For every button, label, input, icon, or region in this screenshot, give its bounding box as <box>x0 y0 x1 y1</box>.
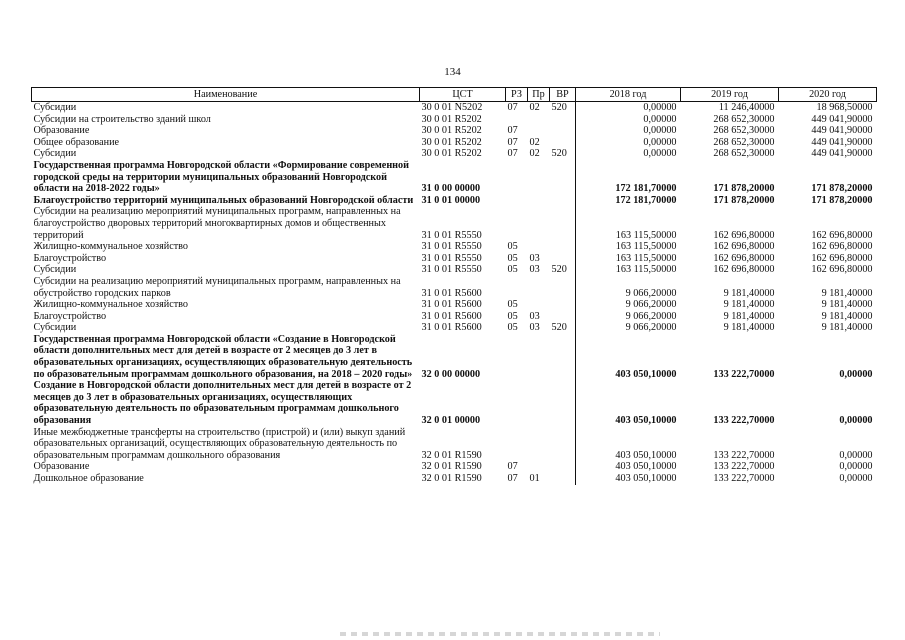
table-row <box>32 322 877 334</box>
vr-cell <box>550 114 576 126</box>
name-cell: Жилищно-коммунальное хозяйство <box>33 241 189 253</box>
pr-cell <box>528 160 550 195</box>
name-cell: Образование <box>33 125 90 137</box>
vr-cell <box>550 427 576 462</box>
pr-cell <box>528 334 550 380</box>
pr-cell <box>528 125 550 137</box>
header-2018: 2018 год <box>576 88 681 102</box>
amount-2019-cell: 133 222,70000 <box>713 449 775 461</box>
table-row <box>32 461 877 473</box>
pr-cell: 01 <box>529 473 540 484</box>
name-cell: Субсидии на реализацию мероприятий муниципальных программ, направленных на обустройство городских парков <box>33 275 401 299</box>
amount-2020-cell: 162 696,80000 <box>811 229 873 241</box>
header-name: Наименование <box>32 88 420 102</box>
vr-cell <box>550 125 576 137</box>
amount-2020-cell: 9 181,40000 <box>821 299 873 311</box>
amount-2018-cell: 9 066,20000 <box>576 299 681 311</box>
amount-2018-cell: 163 115,50000 <box>576 206 681 241</box>
cst-cell: 32 0 00 00000 <box>421 368 481 380</box>
table-row <box>32 160 877 195</box>
name-cell: Субсидии <box>33 264 77 276</box>
amount-2020-cell: 0,00000 <box>839 473 873 484</box>
amount-2018-cell: 0,00000 <box>576 148 681 160</box>
rz-cell <box>506 427 528 462</box>
cst-cell: 32 0 01 00000 <box>421 415 481 427</box>
cst-cell: 31 0 01 R5550 <box>421 252 482 264</box>
vr-cell <box>550 276 576 299</box>
vr-cell <box>550 473 576 485</box>
table-row <box>32 137 877 149</box>
table-body <box>32 102 877 485</box>
table-row <box>32 276 877 299</box>
table-row <box>32 427 877 462</box>
table-row <box>32 125 877 137</box>
amount-2018-cell: 9 066,20000 <box>576 322 681 334</box>
cst-cell: 30 0 01 R5202 <box>421 113 482 125</box>
rz-cell: 07 <box>507 461 518 473</box>
table-row <box>32 241 877 253</box>
rz-cell <box>506 334 528 380</box>
amount-2018-cell: 403 050,10000 <box>576 461 681 473</box>
rz-cell <box>506 206 528 241</box>
table-row <box>32 148 877 160</box>
amount-2019-cell: 11 246,40000 <box>718 102 775 113</box>
rz-cell: 07 <box>507 102 518 113</box>
amount-2019-cell: 268 652,30000 <box>713 136 775 148</box>
name-cell: Благоустройство территорий муниципальных образований Новгородской области <box>33 194 414 206</box>
name-cell: Субсидии <box>33 148 77 160</box>
rz-cell: 07 <box>507 148 518 160</box>
cst-cell: 30 0 01 N5202 <box>421 102 483 113</box>
vr-cell <box>550 311 576 323</box>
amount-2019-cell: 162 696,80000 <box>713 229 775 241</box>
vr-cell <box>550 380 576 426</box>
rz-cell: 05 <box>507 264 518 276</box>
amount-2020-cell: 449 041,90000 <box>811 136 873 148</box>
cst-cell: 30 0 01 R5202 <box>421 136 482 148</box>
name-cell: Субсидии на реализацию мероприятий муниципальных программ, направленных на благоустройство дворовых территорий многоквартирных домов и общественных территорий <box>33 206 401 241</box>
amount-2019-cell: 133 222,70000 <box>713 473 775 484</box>
table-row <box>32 264 877 276</box>
table-row <box>32 114 877 126</box>
cst-cell: 32 0 01 R1590 <box>421 461 482 473</box>
amount-2020-cell: 9 181,40000 <box>821 310 873 322</box>
table-row <box>32 102 877 114</box>
amount-2019-cell: 162 696,80000 <box>713 241 775 253</box>
amount-2018-cell: 9 066,20000 <box>576 311 681 323</box>
cst-cell: 31 0 01 R5600 <box>421 287 482 299</box>
vr-cell <box>550 299 576 311</box>
name-cell: Иные межбюджетные трансферты на строительство (пристрой) и (или) выкуп зданий образовательных организаций, осуществляющих образовательную деятельность по образовательным программам дошкольного образования <box>33 426 406 461</box>
pr-cell <box>528 206 550 241</box>
cst-cell: 30 0 01 R5202 <box>421 125 482 137</box>
name-cell: Субсидии <box>33 102 77 113</box>
pr-cell <box>528 427 550 462</box>
amount-2018-cell: 0,00000 <box>576 114 681 126</box>
amount-2019-cell: 9 181,40000 <box>723 310 775 322</box>
vr-cell <box>550 241 576 253</box>
rz-cell: 07 <box>507 136 518 148</box>
vr-cell: 520 <box>551 148 567 160</box>
cst-cell: 31 0 01 R5600 <box>421 310 482 322</box>
vr-cell: 520 <box>551 264 567 276</box>
amount-2019-cell: 133 222,70000 <box>713 461 775 473</box>
pr-cell <box>528 380 550 426</box>
name-cell: Жилищно-коммунальное хозяйство <box>33 299 189 311</box>
amount-2020-cell: 0,00000 <box>839 449 873 461</box>
scan-artifact-marks <box>340 632 660 636</box>
vr-cell <box>550 137 576 149</box>
amount-2020-cell: 171 878,20000 <box>811 183 873 195</box>
header-pr: Пр <box>528 88 550 102</box>
pr-cell <box>528 276 550 299</box>
table-row <box>32 206 877 241</box>
vr-cell: 520 <box>551 322 567 334</box>
amount-2020-cell: 9 181,40000 <box>821 322 873 334</box>
amount-2020-cell: 0,00000 <box>839 415 873 427</box>
amount-2020-cell: 162 696,80000 <box>811 252 873 264</box>
pr-cell <box>528 241 550 253</box>
name-cell: Государственная программа Новгородской области «Создание в Новгородской области дополнительных мест для детей в возрасте от 2 месяцев до 3 лет в образовательных организациях, осуществляющих образовательную деятельность по образовательным программам дошкольного образования, на 2018 – 2020 годы» <box>33 333 413 380</box>
name-cell: Государственная программа Новгородской области «Формирование современной городской среды на территории муниципальных образований Новгородской области на 2018-2022 годы» <box>33 159 410 195</box>
amount-2018-cell: 163 115,50000 <box>576 253 681 265</box>
rz-cell <box>506 380 528 426</box>
header-rz: РЗ <box>506 88 528 102</box>
amount-2018-cell: 163 115,50000 <box>576 264 681 276</box>
cst-cell: 31 0 01 R5600 <box>421 322 482 334</box>
cst-cell: 31 0 00 00000 <box>421 183 481 195</box>
amount-2018-cell: 403 050,10000 <box>576 380 681 426</box>
vr-cell <box>550 253 576 265</box>
pr-cell: 03 <box>529 264 540 276</box>
name-cell: Общее образование <box>33 136 120 148</box>
pr-cell: 02 <box>529 148 540 160</box>
rz-cell <box>506 276 528 299</box>
amount-2020-cell: 18 968,50000 <box>816 102 873 113</box>
vr-cell <box>550 160 576 195</box>
pr-cell: 03 <box>529 310 540 322</box>
amount-2019-cell: 162 696,80000 <box>713 264 775 276</box>
amount-2018-cell: 403 050,10000 <box>576 427 681 462</box>
amount-2019-cell: 9 181,40000 <box>723 299 775 311</box>
name-cell: Дошкольное образование <box>33 473 144 484</box>
vr-cell <box>550 334 576 380</box>
rz-cell: 07 <box>507 125 518 137</box>
rz-cell: 05 <box>507 241 518 253</box>
table-row <box>32 380 877 426</box>
name-cell: Субсидии на строительство зданий школ <box>33 113 211 125</box>
name-cell: Образование <box>33 461 90 473</box>
rz-cell: 05 <box>507 252 518 264</box>
table-row <box>32 334 877 380</box>
amount-2019-cell: 133 222,70000 <box>713 415 775 427</box>
header-vr: ВР <box>550 88 576 102</box>
rz-cell: 05 <box>507 322 518 334</box>
table-row <box>32 253 877 265</box>
pr-cell: 03 <box>529 252 540 264</box>
name-cell: Благоустройство <box>33 310 107 322</box>
rz-cell <box>506 160 528 195</box>
page-number: 134 <box>444 66 461 78</box>
amount-2018-cell: 0,00000 <box>576 137 681 149</box>
amount-2019-cell: 268 652,30000 <box>713 125 775 137</box>
amount-2020-cell: 449 041,90000 <box>811 113 873 125</box>
rz-cell: 05 <box>507 299 518 311</box>
amount-2020-cell: 0,00000 <box>839 368 873 380</box>
amount-2019-cell: 171 878,20000 <box>713 194 775 206</box>
cst-cell: 31 0 01 R5550 <box>421 229 482 241</box>
cst-cell: 32 0 01 R1590 <box>421 449 482 461</box>
vr-cell: 520 <box>551 102 567 113</box>
amount-2018-cell: 163 115,50000 <box>576 241 681 253</box>
rz-cell <box>506 195 528 207</box>
pr-cell <box>528 195 550 207</box>
name-cell: Создание в Новгородской области дополнительных мест для детей в возрасте от 2 месяцев до 3 лет в образовательных организациях, осуществляющих образовательную деятельность по образовательным программам дошкольного образования <box>33 380 412 427</box>
amount-2019-cell: 162 696,80000 <box>713 252 775 264</box>
pr-cell <box>528 299 550 311</box>
amount-2020-cell: 9 181,40000 <box>821 287 873 299</box>
cst-cell: 31 0 01 R5550 <box>421 264 482 276</box>
pr-cell: 03 <box>529 322 540 334</box>
header-cst: ЦСТ <box>420 88 506 102</box>
amount-2018-cell: 172 181,70000 <box>576 195 681 207</box>
rz-cell: 07 <box>507 473 518 484</box>
pr-cell: 02 <box>529 136 540 148</box>
amount-2019-cell: 9 181,40000 <box>723 287 775 299</box>
amount-2018-cell: 172 181,70000 <box>576 160 681 195</box>
cst-cell: 31 0 01 R5550 <box>421 241 482 253</box>
header-2020: 2020 год <box>779 88 877 102</box>
amount-2019-cell: 133 222,70000 <box>713 368 775 380</box>
name-cell: Благоустройство <box>33 252 107 264</box>
header-2019: 2019 год <box>681 88 779 102</box>
rz-cell <box>506 114 528 126</box>
pr-cell <box>528 461 550 473</box>
amount-2018-cell: 403 050,10000 <box>576 334 681 380</box>
amount-2019-cell: 171 878,20000 <box>713 183 775 195</box>
amount-2018-cell: 0,00000 <box>576 102 681 114</box>
amount-2020-cell: 162 696,80000 <box>811 264 873 276</box>
vr-cell <box>550 206 576 241</box>
vr-cell <box>550 461 576 473</box>
table-row <box>32 311 877 323</box>
cst-cell: 30 0 01 R5202 <box>421 148 482 160</box>
amount-2018-cell: 9 066,20000 <box>576 276 681 299</box>
pr-cell: 02 <box>529 102 540 113</box>
amount-2018-cell: 403 050,10000 <box>576 473 681 485</box>
budget-table <box>31 87 877 485</box>
pr-cell <box>528 114 550 126</box>
table-row <box>32 299 877 311</box>
table-row <box>32 195 877 207</box>
amount-2020-cell: 171 878,20000 <box>811 194 873 206</box>
amount-2020-cell: 449 041,90000 <box>811 148 873 160</box>
rz-cell: 05 <box>507 310 518 322</box>
cst-cell: 31 0 01 00000 <box>421 194 481 206</box>
name-cell: Субсидии <box>33 322 77 334</box>
amount-2019-cell: 9 181,40000 <box>723 322 775 334</box>
cst-cell: 31 0 01 R5600 <box>421 299 482 311</box>
table-row <box>32 473 877 485</box>
amount-2020-cell: 449 041,90000 <box>811 125 873 137</box>
table-header-row <box>32 88 877 102</box>
amount-2020-cell: 162 696,80000 <box>811 241 873 253</box>
vr-cell <box>550 195 576 207</box>
amount-2020-cell: 0,00000 <box>839 461 873 473</box>
amount-2019-cell: 268 652,30000 <box>713 113 775 125</box>
cst-cell: 32 0 01 R1590 <box>421 473 482 484</box>
amount-2018-cell: 0,00000 <box>576 125 681 137</box>
amount-2019-cell: 268 652,30000 <box>713 148 775 160</box>
